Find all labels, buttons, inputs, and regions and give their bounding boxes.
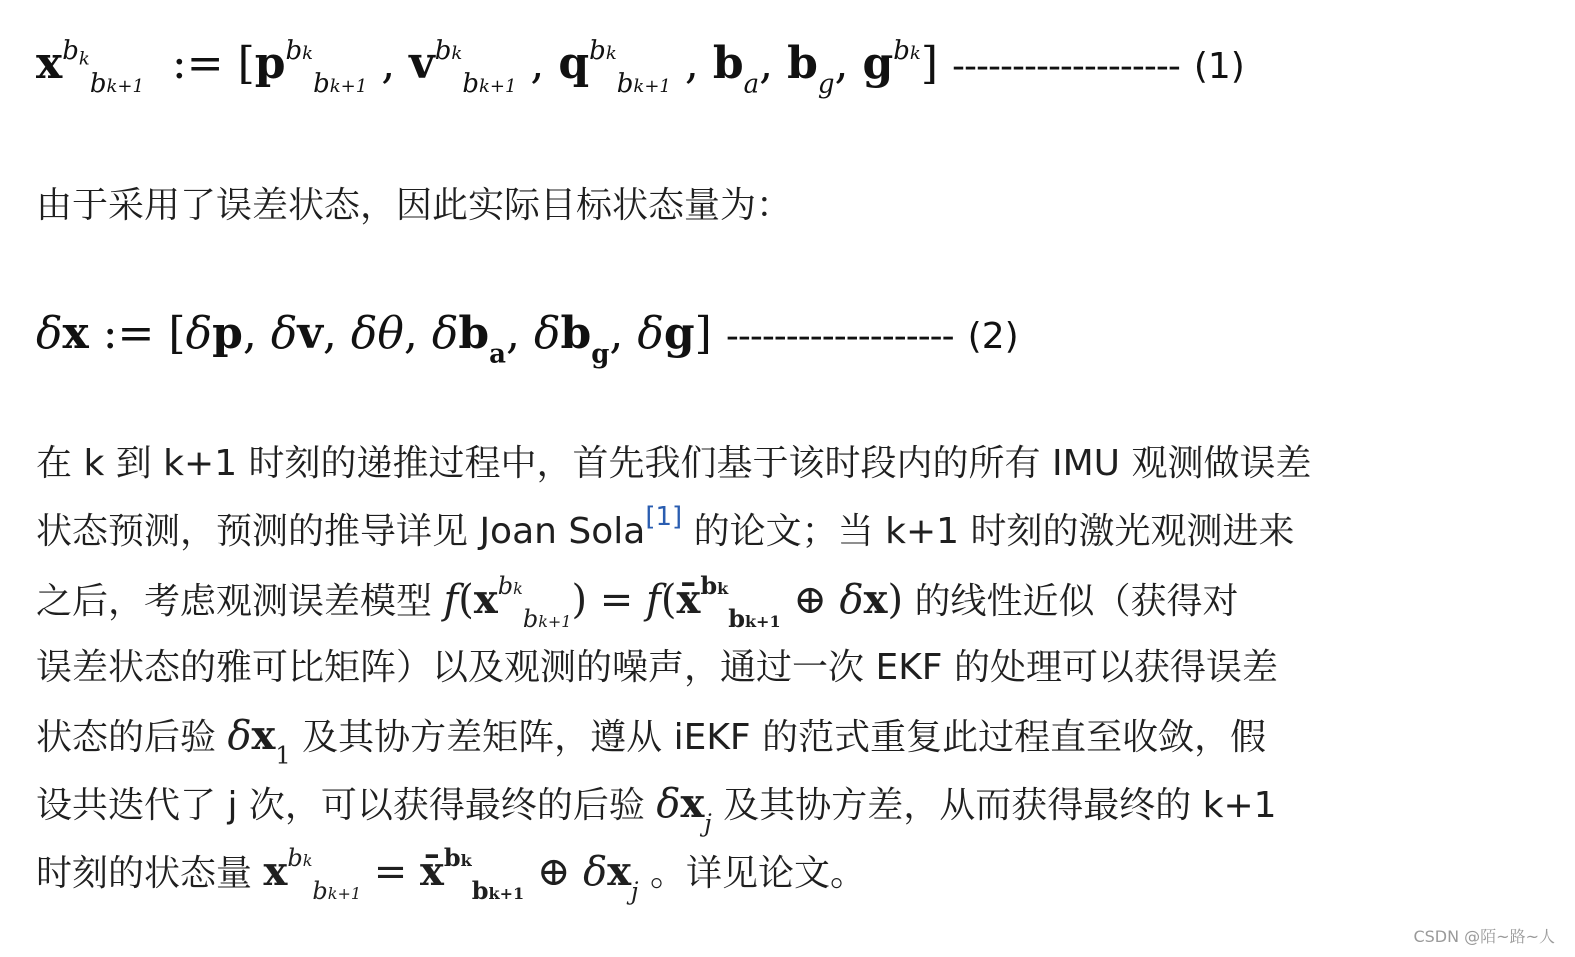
paragraph-2-line-2	[36, 498, 1311, 566]
paragraph-2-line-5	[36, 702, 1311, 770]
equation-1-tag: (1)	[1193, 46, 1245, 87]
equation-2-tag: (2)	[967, 316, 1019, 357]
citation-link[interactable]: [1]	[645, 501, 683, 532]
paragraph-2	[36, 430, 1311, 906]
line-6-text-b: 及其协方差，从而获得最终的 k+1	[711, 785, 1277, 826]
equation-2-dashes: -------------------	[725, 316, 954, 357]
paragraph-2-line-1: 在 k 到 k+1 时刻的递推过程中，首先我们基于该时段内的所有 IMU 观测做误差	[36, 443, 1312, 484]
line-2-text-b: 的论文；当 k+1 时刻的激光观测进来	[682, 511, 1295, 552]
line-6-text-a: 设共迭代了 j 次，可以获得最终的后验	[36, 785, 657, 826]
line-3-text-a: 之后，考虑观测误差模型	[36, 581, 444, 622]
posterior-dx1-formula: $\delta x_1$	[227, 712, 291, 770]
observation-model-formula: $f(x^{bk}_{bk+1})$ = f(x̄$^{bk}_{bk+1}$ ⊕ δx)	[443, 570, 904, 634]
equation-1-formula: $x^{b_k}_{bk+1}$ := [$p^{bk}_{bk+1}$ , $v^{bk}_{bk+1}$ , $q^{bk}_{bk+1}$ , $b_a$, $b_g$, $g^{bk}$]	[36, 35, 939, 100]
equation-1-dashes: -------------------	[952, 46, 1180, 87]
line-3-text-b: 的线性近似（获得对	[903, 581, 1239, 622]
watermark: CSDN @陌~路~人	[1413, 927, 1555, 946]
paragraph-1-text: 由于采用了误差状态，因此实际目标状态量为：	[36, 185, 793, 226]
paragraph-2-line-7	[36, 838, 1311, 906]
paragraph-2-line-3	[36, 566, 1311, 634]
line-7-text-b: 。详见论文。	[638, 853, 866, 894]
equation-1	[36, 35, 1245, 100]
line-2-text-a: 状态预测，预测的推导详见 Joan Sola	[36, 511, 646, 552]
equation-2	[36, 308, 1019, 370]
paragraph-1	[36, 172, 792, 240]
posterior-dxj-formula: $\delta x_j$	[656, 780, 712, 838]
line-7-text-a: 时刻的状态量	[36, 853, 264, 894]
line-5-text-b: 及其协方差矩阵，遵从 iEKF 的范式重复此过程直至收敛，假	[290, 717, 1267, 758]
paragraph-2-line-4: 误差状态的雅可比矩阵）以及观测的噪声，通过一次 EKF 的处理可以获得误差	[36, 647, 1278, 688]
paragraph-2-line-6	[36, 770, 1311, 838]
equation-2-formula: δx := [δp, δv, δθ, $\delta b_a$, $\delta b_g$, δg]	[36, 308, 712, 370]
line-5-text-a: 状态的后验	[36, 717, 228, 758]
final-state-formula: $x^{bk}_{bk+1}$ = x̄$^{bk}_{bk+1}$ ⊕ $\delta x_j$	[263, 842, 639, 906]
